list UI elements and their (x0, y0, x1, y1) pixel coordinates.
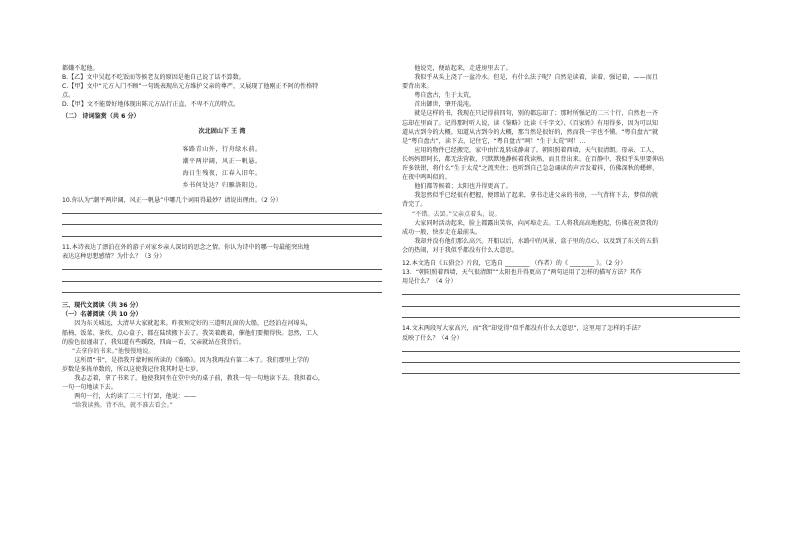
paragraph-line: 岁数是多拣单数的，所以这使我记住我其时是七岁。 (62, 365, 203, 373)
section-heading: 三、现代文阅读（共 36 分） (62, 302, 142, 310)
paragraph-line: 大家同时活动起来，脸上都露出笑容，向河埠走去。工人将我高高地抱起，仿佛在祝贺我的 (414, 219, 658, 227)
paragraph-line: 忘却在里面了。记得那时听人说，读《鉴略》比读《千字文》、《百家姓》有用得多，因为可以知 (402, 119, 658, 127)
subsection-heading: （一）名著阅读（共 10 分） (62, 311, 142, 319)
option-c-cont: 点。 (62, 92, 75, 100)
question-11-cont: 表达这种思想感情？为什么？（3 分） (62, 253, 166, 261)
paragraph-line: 我似乎从头上浇了一盆冷水。但是，有什么法子呢？自然是读着，读着，强记着，——而且 (414, 74, 658, 82)
answer-line[interactable] (402, 354, 740, 363)
paragraph-line: 就是这样的书，我现在只记得前四句，别的都忘却了；那时所强记的二三十行，自然也一齐 (414, 110, 658, 118)
paragraph-line: 应用的物件已经搬完，家中由忙乱转成静肃了。朝阳照着西墙，天气很清朗。母亲、工人、 (414, 146, 658, 154)
text-line: 都嫌不起他。 (62, 65, 99, 72)
option-d: D.【甲】文不能曾好地体现出陈元方品行正直、不卑不亢的特点。 (62, 101, 240, 109)
right-column (402, 64, 740, 377)
question-13: 13．“朝阳照着西墙，天气很清朗”“太阳也升得更高了”两句运用了怎样的描写方法？其作 (402, 269, 642, 277)
quote-line: “去拿你的书来。”他慢慢地说。 (72, 347, 155, 355)
question-14: 14.文末两段写大家高兴，而“我”却觉得“似乎都没有什么大意思”，这里用了怎样的手法？ (402, 325, 644, 333)
answer-line[interactable] (62, 216, 382, 225)
answer-line[interactable] (402, 286, 740, 295)
paragraph-line: 会的热闹，对于我似乎都没有什么大意思。 (402, 246, 518, 254)
paragraph-line: 我忽然似乎已经很有把握，便即站了起来，拿书走进父亲的书房，一气背将下去，梦似的就 (414, 192, 658, 200)
verse-line: 粤自盘古，生于太荒， (414, 92, 476, 100)
question-14-cont: 反映了什么？（4 分） (402, 334, 463, 342)
question-11: 11.本诗表达了漂泊在外的游子对家乡亲人深切的思念之情。你认为诗中的哪一句最能突出地 (62, 243, 310, 251)
paragraph-line: 是“粤自盘古”，读下去，记住它，“粤自盘古”呵！“生于太荒”呵！… (402, 137, 586, 145)
paragraph-line: 我忐忑着，拿了书来了。他使我同坐在堂中央的桌子前，教我一句一句地读下去。我担着心， (74, 375, 325, 383)
paragraph-line: 我却并没有他们那么高兴。开船以后，水路中的风景，盒子里的点心，以及到了东关的五猖 (414, 237, 658, 245)
poem-line: 客路青山外，行舟绿水前。 (182, 145, 262, 153)
paragraph-line: 这所谓“书”，是指我开蒙时候所读的《鉴略》。因为我再没有第二本了。我们那里上学的 (74, 356, 310, 364)
question-12: 12.本文选自《五猖会》片段，它选自 ________ （作者）的《 ________ 》。（2 分） (402, 259, 627, 267)
paragraph-line: 因为东关城远，大清早大家就起来。昨夜预定好的三道明瓦窗的大船，已经泊在河埠头， (74, 320, 312, 328)
paragraph-line: 他说完，便站起来，走进房里去了。 (414, 65, 512, 72)
paragraph-line: 两句一行，大约读了二三十行罢，他说：—— (74, 393, 197, 401)
left-column (62, 64, 382, 410)
option-b: B.【乙】文中吴起不吃饭而等候老友的原因是他自己说了话不算数。 (62, 74, 245, 82)
answer-line[interactable] (62, 205, 382, 214)
paragraph-line: 道从古到今的大概。知道从古到今的大概，那当然是很好的，然而我一字也不懂。“粤自盘古”就 (402, 128, 659, 136)
poem-title: 次北固山下 王 湾 (198, 127, 246, 135)
verse-line: 首出御世，肇开混沌。 (414, 101, 476, 109)
paragraph-line: 要背出来。 (402, 83, 433, 91)
question-10: 10.你认为“潮平两岸阔，风正一帆悬”中哪几个词用得最妙？请说出理由。（2 分） (62, 196, 282, 204)
section-heading: （二） 诗词鉴赏（共 6 分） (62, 113, 140, 121)
poem-line: 海日生残夜，江春入旧年。 (182, 169, 262, 177)
poem-line: 潮平两岸阔，风正一帆悬。 (182, 157, 262, 165)
paragraph-line: 在夜中鸣叫似的。 (402, 174, 451, 182)
quote-line: “不错。去罢。”父亲点着头，说。 (412, 210, 501, 218)
answer-line[interactable] (402, 298, 740, 307)
answer-line[interactable] (62, 261, 382, 270)
option-c: C.【甲】文中“元方入门不顾”一句既表现出元方维护父亲的尊严，又展现了他刚正不阿的性格特 (62, 83, 319, 91)
paragraph-line: 长妈妈即阿长，都无法营救，只默默地静候着我读熟，而且背出来。在百静中，我似乎头里要伸出 (402, 155, 665, 163)
paragraph-line: 的脸色很谨肃了，我知道有些蹊跷，四面一看，父亲就站在我背后。 (62, 338, 245, 346)
paragraph-line: 许多铁钳，将什么“生于太荒”之流夹住；也听到自己急急诵读的声音发着抖，仿佛深秋的蟋蟀， (402, 165, 659, 173)
paragraph-line: 船椅、饭菜、茶炊、点心盒子，都在陆续搬下去了。我笑着跳着，催他们要搬得快。忽然，工人 (62, 329, 318, 337)
question-13-cont: 用是什么？（4 分） (402, 278, 457, 286)
quote-line: “给我读熟。背不出，就不准去看会。” (72, 402, 173, 410)
paragraph-line: 他们都等候着；太阳也升得更高了。 (414, 183, 512, 191)
paragraph-line: 成功一般，快步走在最前头。 (402, 228, 482, 236)
poem-line: 乡书何处达？归雁洛阳边。 (182, 181, 262, 189)
paragraph-line: 一句一句地读下去。 (62, 384, 117, 392)
paragraph-line: 背完了。 (402, 201, 427, 209)
answer-line[interactable] (402, 309, 740, 318)
answer-line[interactable] (402, 343, 740, 352)
answer-line[interactable] (62, 228, 382, 237)
answer-line[interactable] (402, 365, 740, 374)
answer-line[interactable] (62, 284, 382, 293)
answer-line[interactable] (62, 273, 382, 282)
